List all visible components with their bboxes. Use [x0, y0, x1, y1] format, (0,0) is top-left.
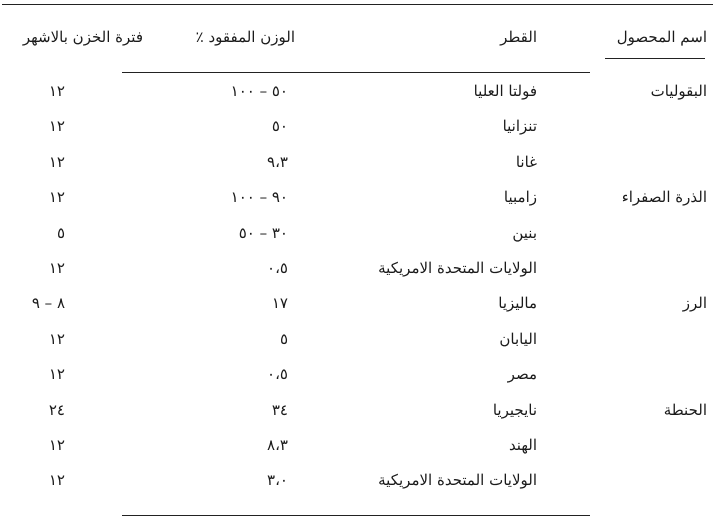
header-crop: اسم المحصول — [616, 28, 707, 46]
cell-weight-loss: ٥٠ — [271, 117, 288, 136]
cell-storage-period: ١٢ — [48, 471, 65, 490]
table-row — [0, 436, 713, 471]
cell-storage-period: ١٢ — [48, 365, 65, 384]
table-row — [0, 330, 713, 365]
header-country: القطر — [500, 28, 537, 46]
cell-storage-period: ١٢ — [48, 258, 65, 277]
cell-country: فولتا العليا — [473, 82, 537, 100]
cell-country: نايجيريا — [492, 400, 537, 419]
cell-weight-loss: ٣٠ – ٥٠ — [238, 223, 288, 242]
cell-weight-loss: ٨،٣ — [267, 435, 288, 454]
cell-country: غانا — [515, 152, 537, 171]
table-row — [0, 259, 713, 294]
table-body — [0, 82, 713, 507]
top-rule — [2, 4, 713, 5]
cell-country: اليابان — [499, 329, 537, 348]
cell-weight-loss: ٩،٣ — [267, 152, 288, 171]
table-row — [0, 153, 713, 188]
cell-storage-period: ١٢ — [48, 117, 65, 136]
cell-crop: البقوليات — [650, 82, 707, 100]
cell-country: بنين — [512, 223, 537, 242]
table-row — [0, 224, 713, 259]
cell-weight-loss: ٠،٥ — [267, 258, 288, 277]
cell-country: تنزانيا — [502, 117, 537, 136]
cell-storage-period: ١٢ — [48, 435, 65, 454]
bottom-rule — [122, 515, 590, 516]
cell-weight-loss: ٥ — [279, 329, 288, 348]
cell-storage-period: ٨ – ٩ — [31, 294, 65, 313]
cell-country: مصر — [507, 365, 537, 384]
cell-crop: الذرة الصفراء — [621, 188, 707, 207]
cell-crop: الرز — [682, 294, 707, 313]
cell-country: ماليزيا — [498, 294, 537, 313]
cell-storage-period: ٥ — [56, 223, 65, 242]
table-row — [0, 365, 713, 400]
cell-weight-loss: ٣،٠ — [267, 471, 288, 490]
cell-country: زامبيا — [503, 188, 537, 207]
table-row — [0, 401, 713, 436]
cell-weight-loss: ٩٠ – ١٠٠ — [230, 188, 288, 207]
table-row — [0, 82, 713, 117]
header-underline-crop — [605, 58, 705, 59]
header-rule — [122, 72, 590, 73]
table-row — [0, 471, 713, 506]
table-row — [0, 294, 713, 329]
table-row — [0, 117, 713, 152]
cell-crop: الحنطة — [663, 400, 707, 419]
header-storage-period: فترة الخزن بالاشهر — [22, 28, 143, 46]
cell-storage-period: ١٢ — [48, 188, 65, 207]
cell-weight-loss: ١٧ — [271, 294, 288, 313]
cell-storage-period: ٢٤ — [48, 400, 65, 419]
table-row — [0, 188, 713, 223]
cell-country: الهند — [508, 435, 537, 454]
cell-weight-loss: ٣٤ — [271, 400, 288, 419]
cell-storage-period: ١٢ — [48, 82, 65, 100]
cell-country: الولايات المتحدة الامريكية — [378, 258, 537, 277]
cell-weight-loss: ٠،٥ — [267, 365, 288, 384]
cell-storage-period: ١٢ — [48, 152, 65, 171]
cell-country: الولايات المتحدة الامريكية — [378, 471, 537, 490]
header-weight-loss: الوزن المفقود ٪ — [195, 28, 295, 46]
cell-weight-loss: ٥٠ – ١٠٠ — [230, 82, 288, 100]
cell-storage-period: ١٢ — [48, 329, 65, 348]
